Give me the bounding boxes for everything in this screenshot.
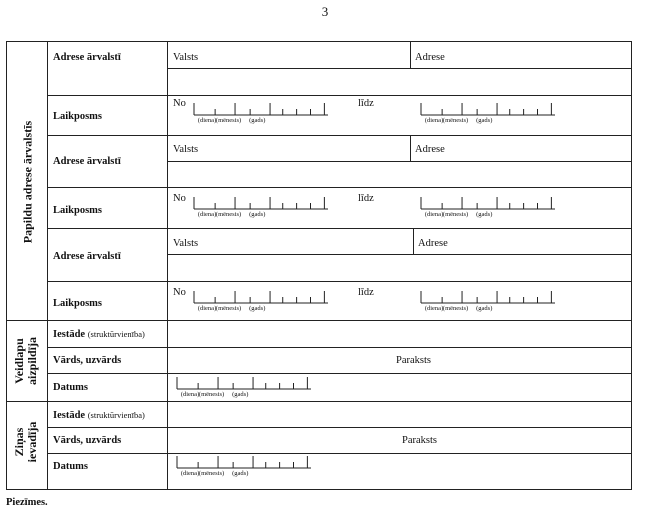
grid-line — [167, 254, 632, 255]
period-label-2: Laikposms — [53, 205, 103, 216]
grid-line — [47, 427, 632, 428]
date-month-label: (mēnesis) — [215, 305, 242, 312]
grid-line — [47, 41, 48, 490]
date-month-label: (mēnesis) — [198, 470, 225, 477]
date-year-label: (gads) — [476, 211, 493, 218]
date-year-label: (gads) — [249, 211, 266, 218]
date-tick-box — [193, 196, 331, 222]
date-month-label: (mēnesis) — [442, 305, 469, 312]
date-month-label: (mēnesis) — [215, 117, 242, 124]
period-label-1: Laikposms — [53, 111, 103, 122]
date-year-label: (gads) — [232, 470, 249, 477]
date-year-label: (gads) — [249, 305, 266, 312]
date-tick-box — [420, 290, 558, 316]
grid-line — [47, 228, 632, 229]
filler-signature-label: Paraksts — [396, 355, 431, 366]
form-filler-title-line2: aizpildīja — [25, 336, 39, 386]
address-field-2[interactable]: Adrese — [415, 144, 445, 155]
grid-line — [410, 135, 411, 161]
country-field-3[interactable]: Valsts — [173, 238, 199, 249]
date-day-label: (diena) — [424, 211, 444, 218]
entry-institution-label — [53, 410, 145, 421]
address-label-1: Adrese ārvalstī — [53, 52, 121, 63]
data-entry-title-line2: ievadīja — [25, 421, 39, 463]
date-day-label: (diena) — [180, 391, 200, 398]
grid-line — [413, 228, 414, 254]
grid-line — [47, 135, 632, 136]
section-title-form-filler — [13, 337, 39, 385]
period-from-1: No — [173, 98, 186, 109]
date-day-label: (diena) — [197, 117, 217, 124]
grid-line — [167, 68, 632, 69]
period-to-1: līdz — [358, 98, 374, 109]
date-day-label: (diena) — [197, 305, 217, 312]
entry-name-label: Vārds, uzvārds — [53, 435, 122, 446]
grid-line — [47, 95, 632, 96]
period-label-3: Laikposms — [53, 298, 103, 309]
filler-name-label: Vārds, uzvārds — [53, 355, 122, 366]
date-year-label: (gads) — [476, 305, 493, 312]
section-title-data-entry — [13, 422, 39, 463]
date-tick-box — [176, 455, 314, 481]
grid-line — [47, 187, 632, 188]
entry-signature-label: Paraksts — [402, 435, 437, 446]
data-entry-title-line1: Ziņas — [12, 427, 26, 457]
address-label-3: Adrese ārvalstī — [53, 251, 121, 262]
date-tick-box — [193, 290, 331, 316]
address-field-3[interactable]: Adrese — [418, 238, 448, 249]
date-tick-box — [176, 376, 314, 402]
section-title-addresses: Papildu adrese ārvalstīs — [20, 120, 35, 244]
date-month-label: (mēnesis) — [442, 117, 469, 124]
date-year-label: (gads) — [232, 391, 249, 398]
grid-line — [47, 453, 632, 454]
period-from-2: No — [173, 193, 186, 204]
entry-date-label: Datums — [53, 461, 89, 472]
filler-institution-label-text: Iestāde — [53, 329, 86, 340]
country-field-1[interactable]: Valsts — [173, 52, 199, 63]
date-year-label: (gads) — [249, 117, 266, 124]
date-day-label: (diena) — [424, 117, 444, 124]
filler-institution-note: (struktūrvienība) — [87, 329, 145, 339]
grid-line — [167, 161, 632, 162]
entry-institution-label-text: Iestāde — [53, 410, 86, 421]
country-field-2[interactable]: Valsts — [173, 144, 199, 155]
address-field-1[interactable]: Adrese — [415, 52, 445, 63]
filler-date-label: Datums — [53, 382, 89, 393]
date-tick-box — [420, 196, 558, 222]
date-month-label: (mēnesis) — [442, 211, 469, 218]
grid-line — [410, 41, 411, 68]
period-to-2: līdz — [358, 193, 374, 204]
address-label-2: Adrese ārvalstī — [53, 156, 121, 167]
grid-line — [167, 41, 168, 490]
grid-line — [6, 401, 632, 402]
grid-line — [47, 373, 632, 374]
date-month-label: (mēnesis) — [198, 391, 225, 398]
period-from-3: No — [173, 287, 186, 298]
grid-line — [47, 281, 632, 282]
date-month-label: (mēnesis) — [215, 211, 242, 218]
date-day-label: (diena) — [197, 211, 217, 218]
date-tick-box — [420, 102, 558, 128]
form-filler-title-line1: Veidlapu — [12, 338, 26, 384]
page-number: 3 — [321, 4, 329, 19]
grid-line — [47, 347, 632, 348]
date-year-label: (gads) — [476, 117, 493, 124]
entry-institution-note: (struktūrvienība) — [87, 410, 145, 420]
period-to-3: līdz — [358, 287, 374, 298]
grid-line — [6, 320, 632, 321]
date-day-label: (diena) — [424, 305, 444, 312]
date-tick-box — [193, 102, 331, 128]
filler-institution-label — [53, 329, 145, 340]
date-day-label: (diena) — [180, 470, 200, 477]
notes-label: Piezīmes. — [6, 497, 48, 508]
